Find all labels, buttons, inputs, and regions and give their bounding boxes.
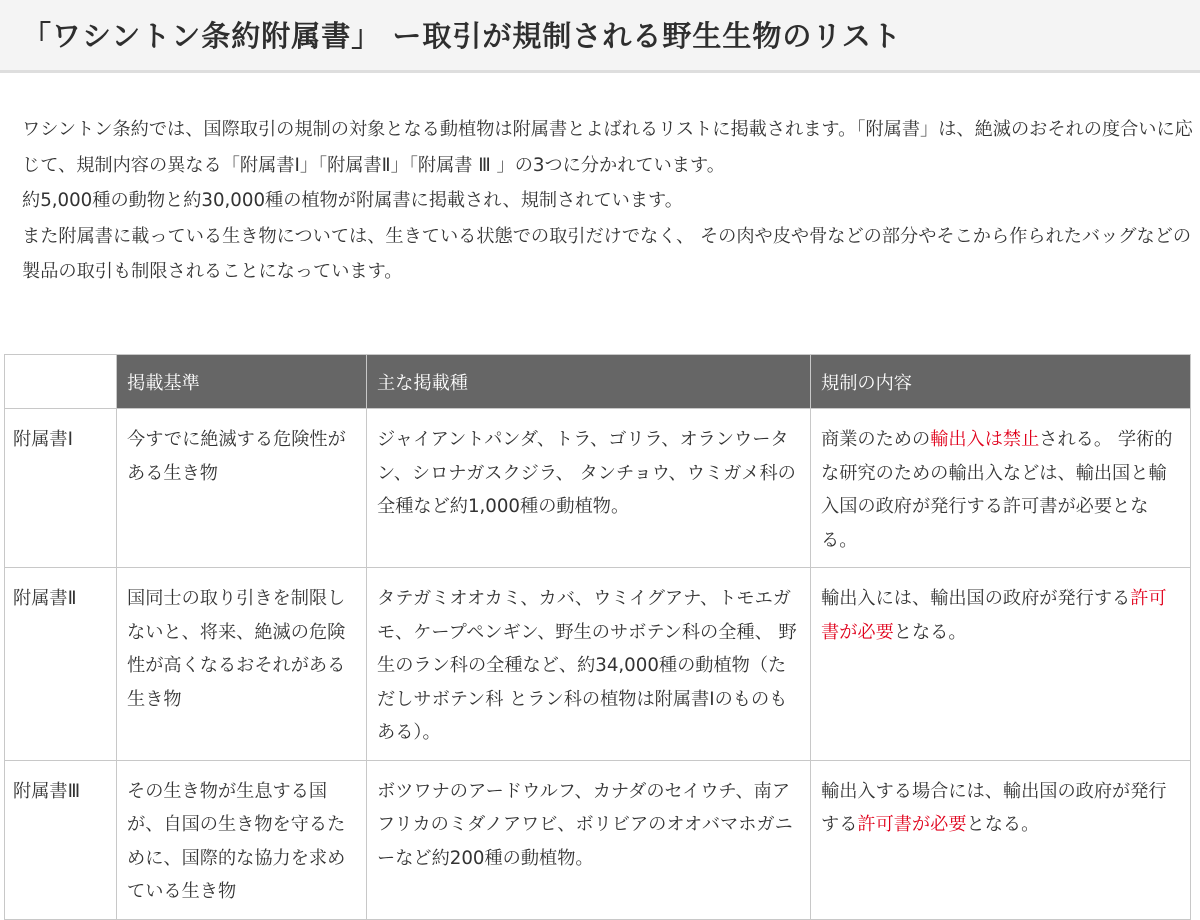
table-header-row: [5, 355, 1191, 409]
header-corner-cell: [5, 355, 117, 409]
regulation-cell: [811, 568, 1191, 761]
regulation-text: 輸出入する場合には、輸出国の政府が発行する: [821, 780, 1167, 835]
species-cell: タテガミオオカミ、カバ、ウミイグアナ、トモエガモ、ケープペンギン、野生のサボテン科の全種、 野生のラン科の全種など、約34,000種の動植物（ただしサボテン科 とラン科の植物は附属書Ⅰのものもある）。: [367, 568, 811, 761]
criteria-cell: 今すでに絶滅する危険性がある生き物: [117, 409, 367, 568]
regulation-cell: [811, 409, 1191, 568]
row-label: 附属書Ⅰ: [5, 409, 117, 568]
regulation-highlight: 許可書が必要: [821, 588, 1167, 643]
row-label: 附属書Ⅱ: [5, 568, 117, 761]
species-cell: ボツワナのアードウルフ、カナダのセイウチ、南アフリカのミダノアワビ、ボリビアのオオバマホガニーなど約200種の動植物。: [367, 760, 811, 919]
intro-paragraph: ワシントン条約では、国際取引の規制の対象となる動植物は附属書とよばれるリストに掲載されます。「附属書」は、絶滅のおそれの度合いに応じて、規制内容の異なる「附属書Ⅰ」「附属書Ⅱ」「附属書 Ⅲ 」の3つに分かれています。: [22, 119, 1193, 176]
header-species: 主な掲載種: [367, 355, 811, 409]
table-row: [5, 568, 1191, 761]
regulation-text: 商業のための: [821, 429, 931, 450]
regulation-highlight: 輸出入は禁止: [930, 429, 1040, 450]
header-criteria: 掲載基準: [117, 355, 367, 409]
regulation-text: 輸出入には、輸出国の政府が発行する: [821, 588, 1131, 609]
page-title: 「ワシントン条約附属書」 ー取引が規制される野生生物のリスト: [22, 19, 902, 53]
criteria-cell: その生き物が生息する国が、自国の生き物を守るために、国際的な協力を求めている生き物: [117, 760, 367, 919]
intro-paragraph: また附属書に載っている生き物については、生きている状態での取引だけでなく、 その肉や皮や骨などの部分やそこから作られたバッグなどの製品の取引も制限されることになっています。: [22, 225, 1192, 282]
regulation-cell: [811, 760, 1191, 919]
species-cell: ジャイアントパンダ、トラ、ゴリラ、オランウータン、シロナガスクジラ、 タンチョウ、ウミガメ科の全種など約1,000種の動植物。: [367, 409, 811, 568]
table-row: [5, 409, 1191, 568]
title-bar: [0, 0, 1200, 73]
regulation-text: となる。: [966, 814, 1040, 835]
row-label: 附属書Ⅲ: [5, 760, 117, 919]
regulation-text: される。 学術的な研究のための輸出入などは、輸出国と輸入国の政府が発行する許可書が必要となる。: [821, 429, 1173, 551]
table-row: [5, 760, 1191, 919]
criteria-cell: 国同士の取り引きを制限しないと、将来、絶滅の危険性が高くなるおそれがある生き物: [117, 568, 367, 761]
appendix-table: [4, 354, 1191, 920]
header-regulation: 規制の内容: [811, 355, 1191, 409]
regulation-text: となる。: [893, 621, 967, 643]
regulation-highlight: 許可書が必要: [857, 814, 967, 835]
intro-paragraph: 約5,000種の動物と約30,000種の植物が附属書に掲載され、規制されています。: [22, 190, 683, 211]
intro-text: [22, 112, 1194, 290]
